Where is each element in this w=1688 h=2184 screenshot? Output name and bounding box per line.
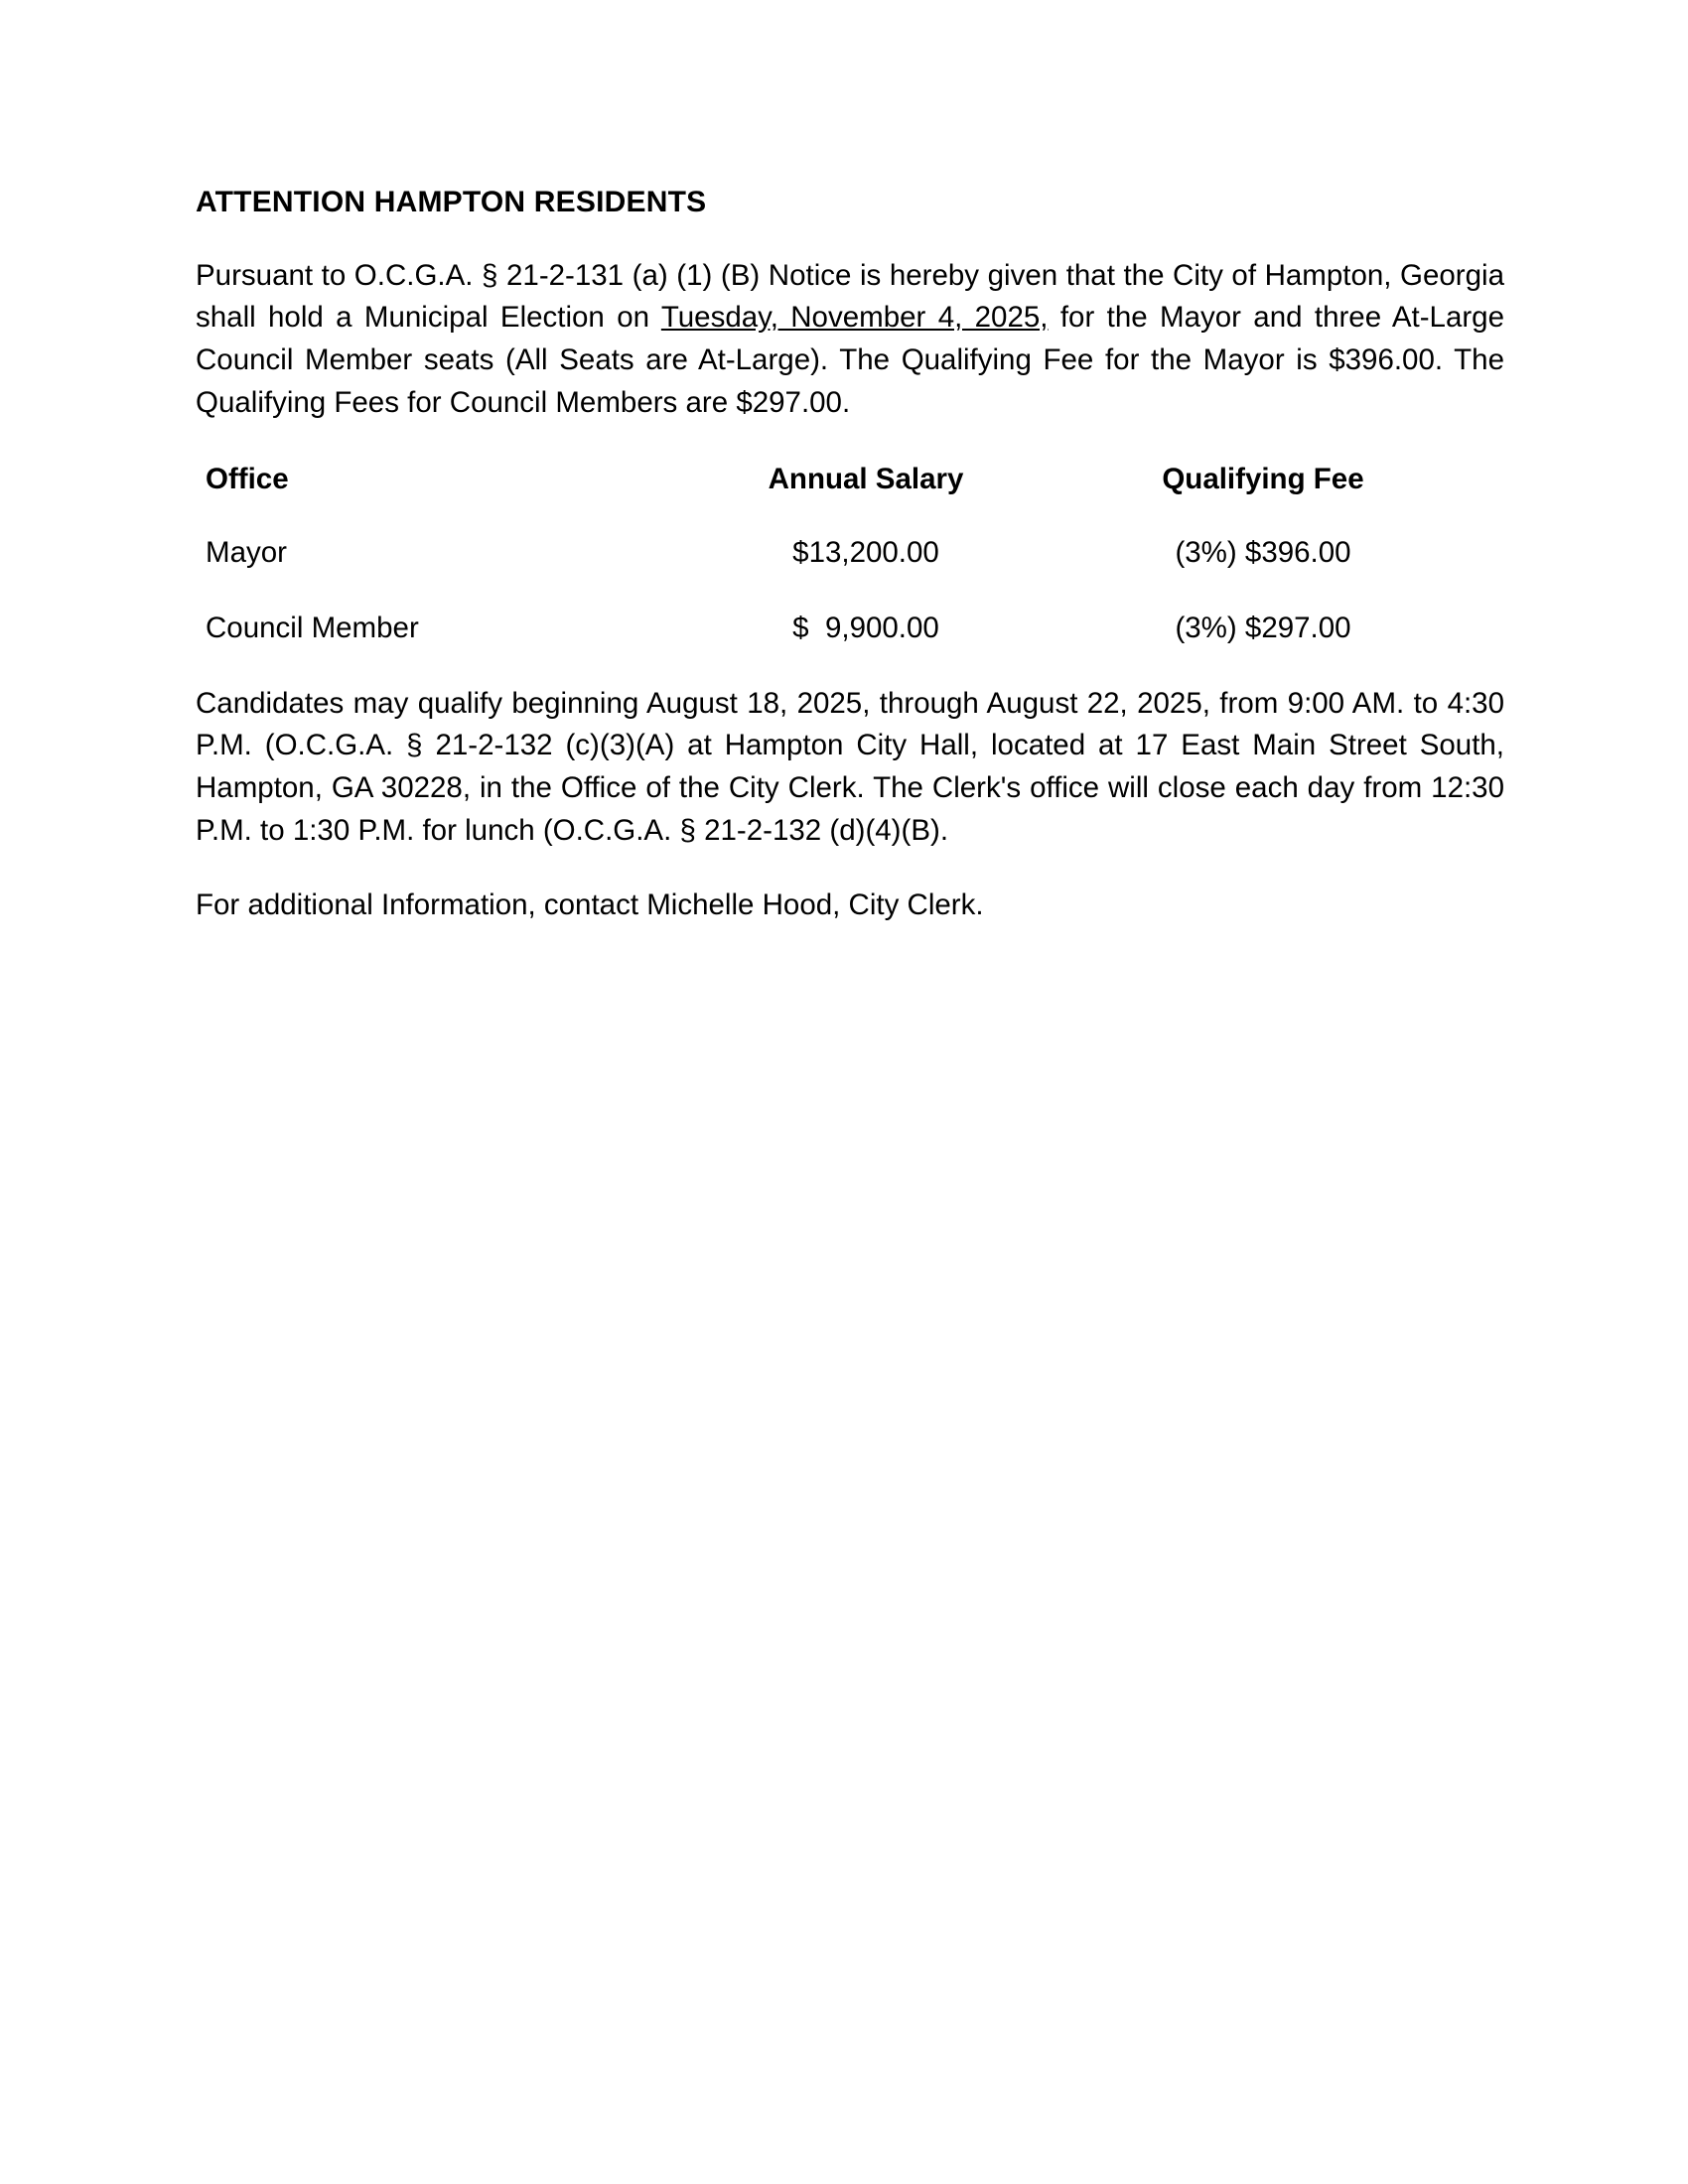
table-row bbox=[206, 612, 1452, 655]
cell-office: Council Member bbox=[206, 611, 419, 644]
page-title: ATTENTION HAMPTON RESIDENTS bbox=[196, 186, 707, 218]
salary-fee-table bbox=[206, 457, 1452, 655]
column-header-qualifying-fee: Qualifying Fee bbox=[1162, 462, 1364, 495]
column-header-annual-salary: Annual Salary bbox=[768, 462, 964, 495]
column-header-office: Office bbox=[206, 462, 289, 495]
notice-paragraph bbox=[196, 255, 1504, 425]
cell-office: Mayor bbox=[206, 535, 287, 569]
notice-text-part-two: for the Mayor and three At-Large Council Member seats (All Seats are At-Large). The Qualifying Fee for the Mayor is $396.00. The Qualifying Fees for Council Members are $297.00. bbox=[196, 301, 1504, 419]
qualifying-period-paragraph: Candidates may qualify beginning August 18, 2025, through August 22, 2025, from 9:00 AM. to 4:30 P.M. (O.C.G.A. § 21-2-132 (c)(3)(A) at Hampton City Hall, located at 17 East Main Street South, Hampton, GA 30228, in the Office of the City Clerk. The Clerk's office will close each day from 12:30 P.M. to 1:30 P.M. for lunch (O.C.G.A. § 21-2-132 (d)(4)(B). bbox=[196, 686, 1504, 847]
cell-annual-salary: $13,200.00 bbox=[792, 535, 939, 569]
contact-paragraph: For additional Information, contact Michelle Hood, City Clerk. bbox=[196, 887, 984, 921]
cell-annual-salary: $ 9,900.00 bbox=[792, 611, 939, 644]
table-row bbox=[206, 536, 1452, 612]
election-date-underlined: Tuesday, November 4, 2025, bbox=[660, 301, 1049, 335]
cell-qualifying-fee: (3%) $396.00 bbox=[1175, 535, 1351, 569]
notice-text-part-one: Pursuant to O.C.G.A. § 21-2-131 (a) (1) (B) Notice is hereby given that the City of Hampton, Georgia shall hold a Municipal Election on bbox=[196, 258, 1504, 335]
cell-qualifying-fee: (3%) $297.00 bbox=[1175, 611, 1351, 644]
table-header-row bbox=[206, 457, 1452, 536]
